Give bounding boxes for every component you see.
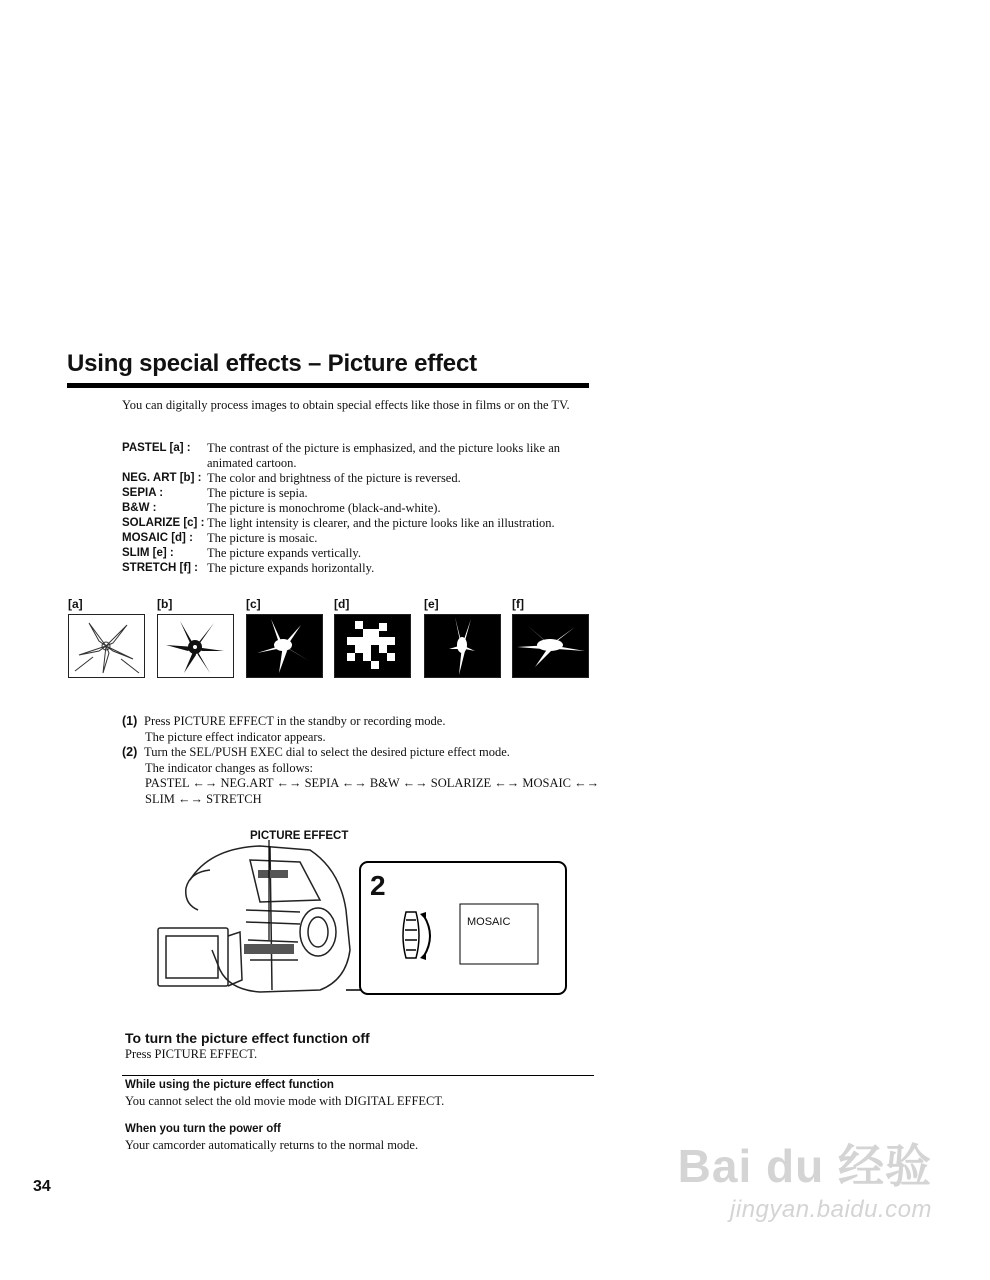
section-body: Press PICTURE EFFECT. [125,1047,258,1061]
note-heading: While using the picture effect function [125,1079,334,1091]
intro-paragraph: You can digitally process images to obtain special effects like those in films or on the TV. [122,398,570,412]
effect-desc: The picture expands horizontally. [207,561,375,575]
baidu-watermark [678,1130,932,1224]
steps-list [122,714,602,807]
watermark-line2: jingyan.baidu.com [730,1196,932,1223]
mosaic-example-image [334,614,411,678]
notes-divider [122,1075,594,1076]
mosaic-indicator: MOSAIC [467,916,511,928]
section-heading: To turn the picture effect function off [125,1030,370,1046]
effect-desc: The contrast of the picture is emphasized, and the picture looks like an animated cartoon. [207,441,561,470]
effect-row [122,561,597,576]
image-label-a: [a] [68,597,83,611]
effect-row [122,531,597,546]
effect-row [122,486,597,501]
effect-row [122,516,597,531]
image-label-d: [d] [334,597,350,611]
step-subtext: The picture effect indicator appears. [145,729,326,744]
image-label-b: [b] [157,597,173,611]
effect-row [122,546,597,561]
step-subtext: SLIM ←→ STRETCH [145,791,262,806]
picture-effect-callout: PICTURE EFFECT [250,830,349,842]
solarize-example-image [246,614,323,678]
effect-desc: The picture is monochrome (black-and-white). [207,501,441,515]
effect-term: SOLARIZE [c] : [122,517,205,529]
step-text: Press PICTURE EFFECT in the standby or recording mode. [144,714,446,728]
effect-term: STRETCH [f] : [122,562,199,574]
neg-art-example-image [157,614,234,678]
step-subtext: PASTEL ←→ NEG.ART ←→ SEPIA ←→ B&W ←→ SOLARIZE ←→ MOSAIC ←→ [145,776,600,790]
effect-term: SLIM [e] : [122,547,174,559]
effect-term: B&W : [122,502,157,514]
step-number: (2) [122,745,138,759]
effects-list [122,441,597,576]
effect-term: SEPIA : [122,487,164,499]
step-item [122,714,602,730]
step-2-number: 2 [370,870,386,901]
step-number: (1) [122,714,138,728]
image-label-c: [c] [246,597,261,611]
note-heading: When you turn the power off [125,1123,281,1135]
effect-desc: The light intensity is clearer, and the picture looks like an illustration. [207,516,555,530]
pastel-example-image [68,614,145,678]
effect-desc: The picture expands vertically. [207,546,361,560]
page-number: 34 [33,1178,51,1195]
note-body: Your camcorder automatically returns to the normal mode. [125,1138,419,1152]
effect-term: NEG. ART [b] : [122,472,202,484]
title-rule [67,383,589,388]
page-title: Using special effects – Picture effect [67,350,477,377]
slim-example-image [424,614,501,678]
image-label-e: [e] [424,597,439,611]
effect-term: PASTEL [a] : [122,442,191,454]
step-subtext: The indicator changes as follows: [145,760,314,775]
effect-term: MOSAIC [d] : [122,532,193,544]
effect-row [122,441,597,471]
step-item [122,745,602,761]
note-body: You cannot select the old movie mode with DIGITAL EFFECT. [125,1094,445,1108]
effect-row [122,471,597,486]
step-text: Turn the SEL/PUSH EXEC dial to select the desired picture effect mode. [144,745,510,759]
effect-desc: The color and brightness of the picture is reversed. [207,471,461,485]
watermark-line1: Bai du 经验 [677,1140,932,1192]
image-label-f: [f] [512,597,524,611]
stretch-example-image [512,614,589,678]
effect-row [122,501,597,516]
camcorder-illustration [150,840,590,1002]
effect-desc: The picture is sepia. [207,486,308,500]
effect-desc: The picture is mosaic. [207,531,318,545]
